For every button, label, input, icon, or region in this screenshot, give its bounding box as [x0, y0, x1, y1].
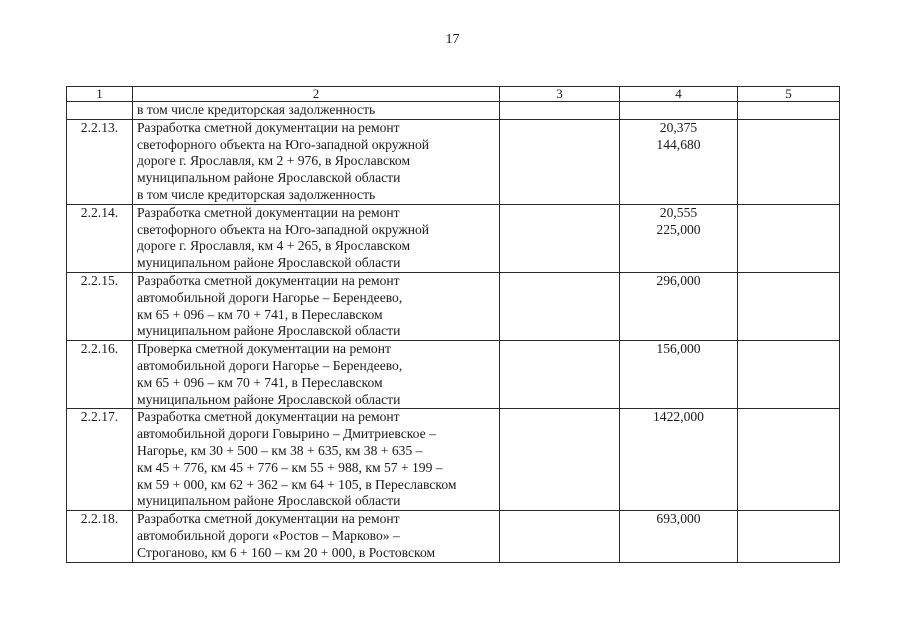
item-description: [133, 102, 500, 120]
item-number: 2.2.17.: [67, 409, 133, 511]
description-line: в том числе кредиторская задолженность: [137, 186, 376, 202]
column-3-cell: [500, 272, 620, 340]
amount-value: 20,555: [659, 204, 698, 220]
amount-value: 20,375: [659, 119, 698, 135]
table-row: [67, 409, 840, 511]
amount-cell: [620, 511, 738, 562]
table-row: [67, 341, 840, 409]
item-number: 2.2.14.: [67, 204, 133, 272]
amount-value: 1422,000: [653, 409, 704, 425]
table-row: [67, 204, 840, 272]
column-header: 3: [500, 87, 620, 102]
item-number: [67, 102, 133, 120]
description-line: км 65 + 096 – км 70 + 741, в Переславском: [137, 306, 383, 322]
amount-value: 156,000: [656, 341, 701, 357]
amount-value: 144,680: [656, 136, 701, 152]
column-5-cell: [738, 204, 840, 272]
description-line: Строганово, км 6 + 160 – км 20 + 000, в Ростовском: [137, 544, 436, 560]
item-description: [133, 119, 500, 204]
table-row: [67, 102, 840, 120]
amount-cell: [620, 272, 738, 340]
description-line: Нагорье, км 30 + 500 – км 38 + 635, км 38 + 635 –: [137, 442, 423, 458]
description-line: км 65 + 096 – км 70 + 741, в Переславском: [137, 374, 383, 390]
item-description: [133, 511, 500, 562]
column-header: 4: [620, 87, 738, 102]
description-line: в том числе кредиторская задолженность: [137, 102, 376, 117]
description-line: автомобильной дороги «Ростов – Марково» –: [137, 527, 400, 543]
description-line: Разработка сметной документации на ремонт: [137, 409, 400, 425]
description-line: дороге г. Ярославля, км 2 + 976, в Ярославском: [137, 153, 411, 169]
column-5-cell: [738, 511, 840, 562]
description-line: автомобильной дороги Нагорье – Берендеево,: [137, 357, 403, 373]
column-header: 2: [133, 87, 500, 102]
column-5-cell: [738, 119, 840, 204]
description-line: Разработка сметной документации на ремонт: [137, 204, 400, 220]
description-line: автомобильной дороги Нагорье – Берендеево,: [137, 289, 403, 305]
description-line: Проверка сметной документации на ремонт: [137, 341, 391, 357]
description-line: муниципальном районе Ярославской области: [137, 255, 401, 271]
item-number: 2.2.18.: [67, 511, 133, 562]
description-line: муниципальном районе Ярославской области: [137, 170, 401, 186]
item-number: 2.2.13.: [67, 119, 133, 204]
item-description: [133, 204, 500, 272]
column-5-cell: [738, 341, 840, 409]
column-5-cell: [738, 409, 840, 511]
description-line: км 59 + 000, км 62 + 362 – км 64 + 105, в Переславском: [137, 476, 457, 492]
column-5-cell: [738, 102, 840, 120]
description-line: Разработка сметной документации на ремонт: [137, 511, 400, 527]
description-line: муниципальном районе Ярославской области: [137, 391, 401, 407]
column-3-cell: [500, 102, 620, 120]
column-5-cell: [738, 272, 840, 340]
amount-cell: [620, 409, 738, 511]
item-number: 2.2.15.: [67, 272, 133, 340]
column-3-cell: [500, 341, 620, 409]
column-3-cell: [500, 204, 620, 272]
column-3-cell: [500, 511, 620, 562]
description-line: муниципальном районе Ярославской области: [137, 323, 401, 339]
description-line: автомобильной дороги Говырино – Дмитриевское –: [137, 426, 436, 442]
description-line: светофорного объекта на Юго-западной окружной: [137, 136, 430, 152]
amount-cell: [620, 102, 738, 120]
budget-table: [66, 86, 840, 563]
amount-value: 693,000: [656, 511, 701, 527]
table-row: [67, 119, 840, 204]
item-description: [133, 341, 500, 409]
amount-cell: [620, 204, 738, 272]
table-row: [67, 511, 840, 562]
item-number: 2.2.16.: [67, 341, 133, 409]
description-line: км 45 + 776, км 45 + 776 – км 55 + 988, км 57 + 199 –: [137, 459, 443, 475]
description-line: дороге г. Ярославля, км 4 + 265, в Ярославском: [137, 238, 411, 254]
column-header: 1: [67, 87, 133, 102]
column-3-cell: [500, 119, 620, 204]
column-header: 5: [738, 87, 840, 102]
description-line: муниципальном районе Ярославской области: [137, 493, 401, 509]
column-3-cell: [500, 409, 620, 511]
page-number: 17: [445, 32, 460, 47]
amount-cell: [620, 119, 738, 204]
description-line: Разработка сметной документации на ремонт: [137, 119, 400, 135]
description-line: Разработка сметной документации на ремонт: [137, 272, 400, 288]
item-description: [133, 272, 500, 340]
amount-value: 225,000: [656, 221, 701, 237]
table-row: [67, 272, 840, 340]
description-line: светофорного объекта на Юго-западной окружной: [137, 221, 430, 237]
item-description: [133, 409, 500, 511]
amount-value: 296,000: [656, 272, 701, 288]
amount-cell: [620, 341, 738, 409]
table-header-row: [67, 87, 840, 102]
